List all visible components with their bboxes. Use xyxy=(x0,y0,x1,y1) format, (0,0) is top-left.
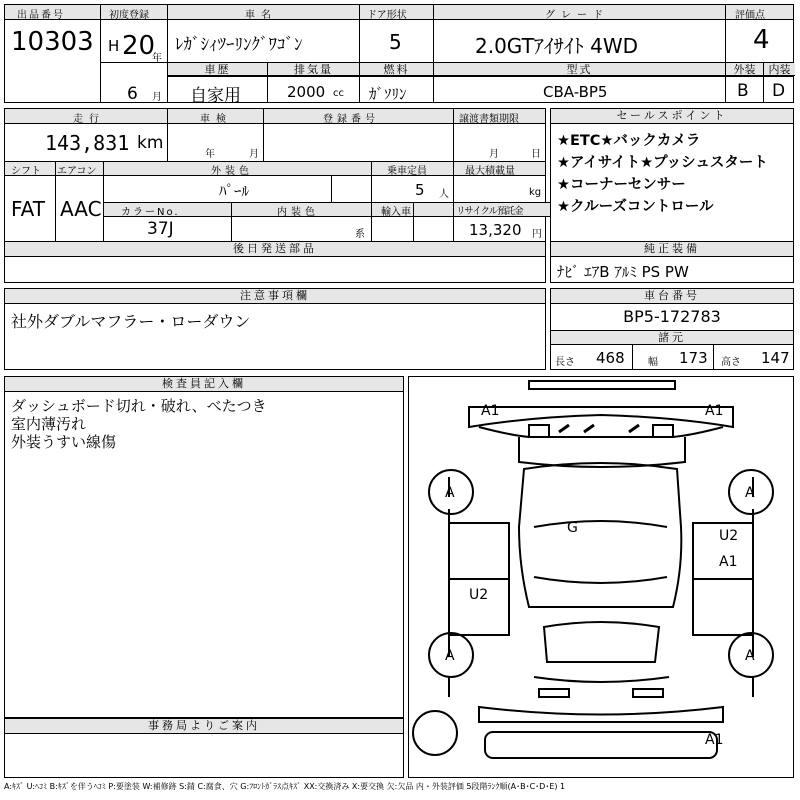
ext-grade: B xyxy=(737,81,749,101)
front-edge xyxy=(529,381,675,389)
length-label: 長さ xyxy=(555,357,575,368)
grade-label: グレード xyxy=(545,10,609,21)
first-reg-year: 20 xyxy=(122,31,156,61)
int-grade-label: 内装 xyxy=(764,63,795,76)
shift-label: シフト xyxy=(11,166,41,177)
type: CBA-BP5 xyxy=(543,83,608,101)
displacement: 2000 xyxy=(287,83,326,101)
doors-label: ドア形状 xyxy=(367,10,407,21)
ac: AAC xyxy=(60,197,102,221)
ext-grade-label: 外装 xyxy=(726,63,763,76)
color-label: 外装色 xyxy=(211,166,253,177)
int-color-label: 内装色 xyxy=(277,207,319,218)
displacement-unit: cc xyxy=(333,88,344,99)
mark-tire-fr: A xyxy=(745,485,755,501)
office-panel xyxy=(4,718,404,778)
spare-tire xyxy=(413,711,457,755)
first-reg-month: 6 xyxy=(127,84,138,104)
max-load-unit: kg xyxy=(529,187,542,198)
chassis-number: BP5-172783 xyxy=(623,307,721,326)
width-label: 幅 xyxy=(648,357,658,368)
color-no: 37J xyxy=(147,219,174,239)
mark-front-right: A1 xyxy=(705,403,724,419)
insp-year-unit: 年 xyxy=(205,149,215,160)
rear-bumper xyxy=(479,707,723,722)
headlight-left xyxy=(529,425,549,437)
mark-tire-rl: A xyxy=(445,648,455,664)
mark-windshield: G xyxy=(567,520,578,536)
left-front-door xyxy=(449,523,509,579)
mark-front-left: A1 xyxy=(481,403,500,419)
history: 自家用 xyxy=(190,86,241,106)
notes-value: 社外ダブルマフラー・ローダウン xyxy=(11,312,251,331)
width: 173 xyxy=(679,349,708,367)
chassis-label: 車台番号 xyxy=(551,289,793,304)
sales-point-item: ★コーナーセンサー xyxy=(557,177,686,193)
inspector-line: ダッシュボード切れ・破れ、べたつき xyxy=(11,397,267,415)
car-diagram-drawing xyxy=(409,377,792,776)
sales-point-item: ★クルーズコントロール xyxy=(557,199,714,215)
doors: 5 xyxy=(389,30,402,54)
rear-window xyxy=(544,622,659,662)
mileage-unit: km xyxy=(137,133,164,153)
score-label: 評価点 xyxy=(735,10,765,21)
transfer-day-unit: 日 xyxy=(531,149,541,160)
era: H xyxy=(108,37,120,55)
transfer-month-unit: 月 xyxy=(489,149,499,160)
capacity: 5 xyxy=(415,181,425,199)
mark-right-door-2: A1 xyxy=(719,554,738,570)
lot-no-label: 出品番号 xyxy=(17,10,65,21)
shift: FAT xyxy=(11,197,46,221)
recycle: 13,320 xyxy=(469,221,522,239)
inspector-line: 外装うすい線傷 xyxy=(11,433,117,451)
height-label: 高さ xyxy=(721,357,741,368)
length: 468 xyxy=(596,349,625,367)
notes-label: 注意事項欄 xyxy=(5,289,545,304)
reg-no-label: 登録番号 xyxy=(323,114,379,125)
capacity-label: 乗車定員 xyxy=(387,166,427,177)
history-label: 車歴 xyxy=(168,63,267,76)
type-label: 型式 xyxy=(434,63,725,76)
inspection-label: 車検 xyxy=(200,114,232,125)
recycle-unit: 円 xyxy=(532,229,542,240)
headlight-right xyxy=(653,425,673,437)
first-reg-label: 初度登録 xyxy=(109,10,149,21)
taillight-left xyxy=(539,689,569,697)
sales-point-item: ★アイサイト★プッシュスタート xyxy=(557,155,768,171)
color: ﾊﾟｰﾙ xyxy=(219,182,250,200)
color-no-label: カラーNo. xyxy=(121,207,180,218)
notes-panel xyxy=(4,288,546,370)
transfer-label: 譲渡書類期限 xyxy=(459,114,519,125)
right-rear-door xyxy=(693,579,753,635)
mark-tire-fl: A xyxy=(445,485,455,501)
insp-month-unit: 月 xyxy=(249,149,259,160)
mileage: 143,831 xyxy=(45,131,130,155)
legend: A:ｷｽﾞ U:ﾍｺﾐ B:ｷｽﾞを伴うﾍｺﾐ P:要塗装 W:補修跡 S:錆 C:腐食、穴 G:ﾌﾛﾝﾄｶﾞﾗｽ点ｷｽﾞ XX:交換済み X:要交換 欠:欠品 内・外装評価 5段階ﾗﾝｸ順(A･B･C･D･E) 1 xyxy=(4,782,566,791)
cabin-roof xyxy=(519,463,681,607)
fuel: ｶﾞｿﾘﾝ xyxy=(369,85,407,103)
mileage-label: 走行 xyxy=(73,114,105,125)
rear-edge xyxy=(485,732,717,758)
chassis-panel xyxy=(550,288,794,370)
score: 4 xyxy=(753,25,770,55)
office-label: 事務局よりご案内 xyxy=(5,719,403,734)
int-color-unit: 系 xyxy=(355,229,365,240)
inspector-label: 検査員記入欄 xyxy=(5,377,403,392)
equipment-panel xyxy=(550,241,794,283)
mark-left-rear-door: U2 xyxy=(469,587,489,603)
front-bumper xyxy=(469,407,733,427)
model: ﾚｶﾞｼｨﾂｰﾘﾝｸﾞﾜｺﾞﾝ xyxy=(175,35,303,55)
import-label: 輸入車 xyxy=(381,207,411,218)
dimensions-label: 諸元 xyxy=(551,330,793,345)
recycle-label: リサイクル預託金 xyxy=(456,206,523,217)
sales-points-label: セールスポイント xyxy=(551,109,793,124)
sales-point-item: ★ETC★バックカメラ xyxy=(557,133,701,149)
parts-label: 後日発送部品 xyxy=(5,242,545,257)
mark-right-door-1: U2 xyxy=(719,528,739,544)
sales-points-panel xyxy=(550,108,794,242)
mark-rear-right: A1 xyxy=(705,732,724,748)
ac-label: エアコン xyxy=(57,166,97,177)
car-diagram xyxy=(408,376,794,778)
height: 147 xyxy=(761,349,790,367)
inspector-line: 室内薄汚れ xyxy=(11,415,87,433)
equipment-label: 純正装備 xyxy=(551,242,793,257)
details-panel xyxy=(4,108,546,242)
year-unit: 年 xyxy=(152,53,162,64)
equipment-value: ﾅﾋﾞ ｴｱB ｱﾙﾐ PS PW xyxy=(557,263,689,281)
fuel-label: 燃料 xyxy=(360,63,433,76)
int-grade: D xyxy=(772,81,786,101)
parts-panel xyxy=(4,241,546,283)
header-panel xyxy=(4,4,794,106)
capacity-unit: 人 xyxy=(439,189,449,200)
mark-tire-rr: A xyxy=(745,648,755,664)
lot-no: 10303 xyxy=(11,27,94,57)
model-label: 車名 xyxy=(245,10,277,21)
displacement-label: 排気量 xyxy=(268,63,359,76)
inspector-panel xyxy=(4,376,404,718)
max-load-label: 最大積載量 xyxy=(465,166,515,177)
month-unit: 月 xyxy=(152,92,162,103)
taillight-right xyxy=(633,689,663,697)
grade: 2.0GTｱｲｻｲﾄ 4WD xyxy=(475,34,639,58)
